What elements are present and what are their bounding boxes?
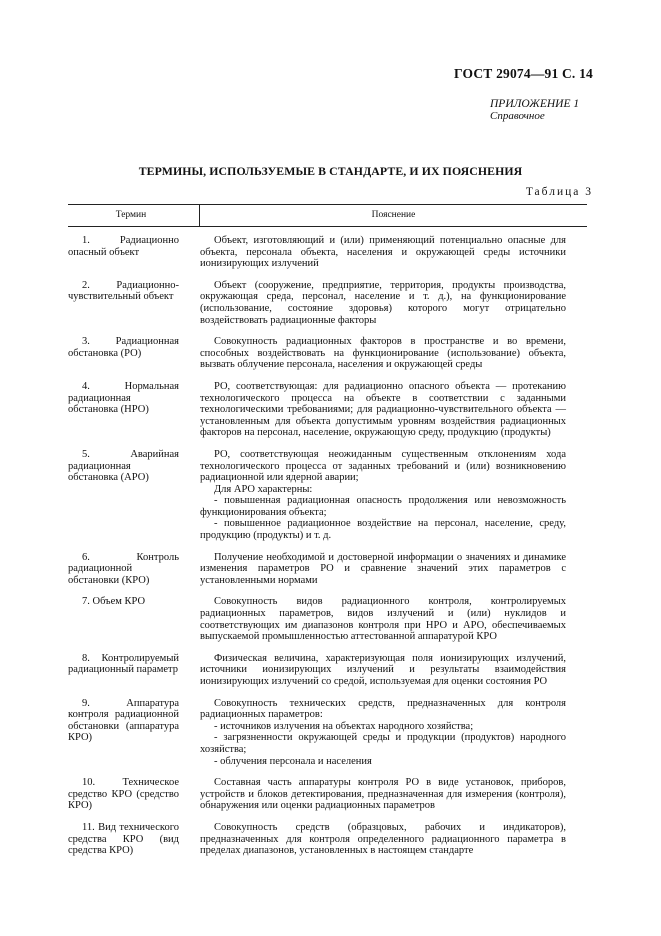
explanation-paragraph: РО, соответствующая: для радиационно опасного объекта — протеканию технологического процесса на объекте в соответствии с заданными технологическими требованиями; для радиационно-чувствительного объекта — установленным для объекта допустимым уровням воздействия радиационных факторов на персонал, население, окружающую среду, продукцию (продукты) bbox=[200, 380, 566, 439]
explanation-paragraph: - повышенное радиационное воздействие на персонал, население, среду, продукцию (продукты) и т. д. bbox=[200, 518, 566, 542]
explanation-paragraph: Совокупность технических средств, предназначенных для контроля радиационных параметров: bbox=[200, 697, 566, 721]
terms-table bbox=[68, 204, 587, 857]
table-row bbox=[68, 596, 587, 642]
term-text: 10. Техническое средство КРО (средство КРО) bbox=[68, 777, 179, 812]
explanation-paragraph: Объект (сооружение, предприятие, территория, продукты производства, окружающая среда, персонал, население и т. д.), на функционирование (использование, состояние здоровья) которого могут отрицательно воздействовать радиационные факторы bbox=[200, 279, 566, 326]
explanation-paragraph: Совокупность радиационных факторов в пространстве и во времени, способных воздействовать на функционирование (использование) объекта, вызвать облучение персонала, населения и окружающей среды bbox=[200, 336, 566, 371]
term-cell bbox=[68, 596, 179, 642]
document-code: ГОСТ 29074—91 С. 14 bbox=[454, 66, 593, 81]
explanation-cell bbox=[200, 235, 566, 270]
table-label: Таблица 3 bbox=[525, 186, 593, 198]
explanation-cell bbox=[200, 280, 566, 326]
explanation-paragraph: Физическая величина, характеризующая поля ионизирующих излучений, источники ионизирующих излучений и результаты взаимодействия ионизирующих излучений со средой, используемая для оценки состояния РО bbox=[200, 652, 566, 687]
term-cell bbox=[68, 698, 179, 768]
term-cell bbox=[68, 777, 179, 812]
term-cell bbox=[68, 449, 179, 542]
explanation-cell bbox=[200, 596, 566, 642]
table-row bbox=[68, 698, 587, 768]
column-header-explanation: Пояснение bbox=[371, 210, 416, 220]
table-header bbox=[68, 205, 587, 227]
explanation-paragraph: Составная часть аппаратуры контроля РО в виде установок, приборов, устройств и блоков детектирования, предназначенная для измерения (контроля), обнаружения или оценки радиационных параметров bbox=[200, 777, 566, 812]
explanation-paragraph: Для АРО характерны: bbox=[214, 483, 313, 495]
explanation-paragraph: Совокупность видов радиационного контроля, контролируемых радиационных параметров, видов излучений и (или) нуклидов и соответствующих им диапазонов контроля при НРО и АРО, обеспечиваемых выпускаемой промышленностью аттестованной аппаратурой КРО bbox=[200, 596, 566, 643]
term-text: 4. Нормальная радиационная обстановка (НРО) bbox=[68, 380, 179, 416]
term-text: 6. Контроль радиационной обстановки (КРО) bbox=[68, 551, 179, 586]
table-row bbox=[68, 822, 587, 857]
explanation-paragraph: Объект, изготовляющий и (или) применяющий потенциально опасные для объекта, персонала объекта, населения и окружающей среды источники ионизирующих излучений bbox=[200, 235, 566, 270]
term-cell bbox=[68, 381, 179, 439]
term-text: 2. Радиационно-чувствительный объект bbox=[68, 279, 179, 303]
explanation-paragraph: - облучения персонала и населения bbox=[214, 755, 372, 767]
term-text: 9. Аппаратура контроля радиационной обстановки (аппаратура КРО) bbox=[68, 697, 179, 744]
term-cell bbox=[68, 552, 179, 587]
explanation-cell bbox=[200, 822, 566, 857]
table-row bbox=[68, 449, 587, 542]
explanation-paragraph: - повышенная радиационная опасность продолжения или невозможность функционирования объекта; bbox=[200, 495, 566, 518]
appendix-title: ПРИЛОЖЕНИЕ 1 bbox=[490, 98, 580, 110]
section-title: ТЕРМИНЫ, ИСПОЛЬЗУЕМЫЕ В СТАНДАРТЕ, И ИХ ПОЯСНЕНИЯ bbox=[138, 164, 523, 178]
explanation-cell bbox=[200, 653, 566, 688]
term-cell bbox=[68, 280, 179, 326]
explanation-paragraph: - источников излучения на объектах народного хозяйства; bbox=[214, 720, 474, 732]
table-row bbox=[68, 336, 587, 371]
term-text: 5. Аварийная радиационная обстановка (АРО) bbox=[68, 448, 179, 484]
term-text: 11. Вид технического средства КРО (вид средства КРО) bbox=[68, 821, 179, 857]
term-cell bbox=[68, 822, 179, 857]
explanation-paragraph: Совокупность средств (образцовых, рабочих и индикаторов), предназначенных для контроля определенного радиационного параметра в пределах диапазонов, установленных в настоящем стандарте bbox=[200, 821, 566, 857]
column-header-term: Термин bbox=[115, 210, 147, 220]
explanation-cell bbox=[200, 336, 566, 371]
table-row bbox=[68, 653, 587, 688]
appendix-block bbox=[490, 98, 579, 122]
term-text: 7. Объем КРО bbox=[82, 596, 146, 608]
term-text: 1. Радиационно опасный объект bbox=[68, 235, 179, 258]
table-body bbox=[68, 235, 587, 857]
term-cell bbox=[68, 336, 179, 371]
table-row bbox=[68, 280, 587, 326]
term-cell bbox=[68, 653, 179, 688]
explanation-paragraph: - загрязненности окружающей среды и продукции (продуктов) народного хозяйства; bbox=[200, 732, 566, 755]
explanation-cell bbox=[200, 777, 566, 812]
explanation-paragraph: РО, соответствующая неожиданным существенным отклонениям хода технологического процесса от заданных требований и (или) возникновению радиационной или ядерной аварии; bbox=[200, 448, 566, 484]
explanation-paragraph: Получение необходимой и достоверной информации о значениях и динамике изменения параметров РО и сравнение значений этих параметров с установленными нормами bbox=[200, 551, 566, 586]
explanation-cell bbox=[200, 381, 566, 439]
explanation-cell bbox=[200, 449, 566, 542]
appendix-type: Справочное bbox=[490, 110, 545, 122]
table-row bbox=[68, 777, 587, 812]
term-text: 8. Контролируемый радиационный параметр bbox=[68, 652, 179, 676]
table-row bbox=[68, 381, 587, 439]
explanation-cell bbox=[200, 552, 566, 587]
explanation-cell bbox=[200, 698, 566, 768]
table-row bbox=[68, 552, 587, 587]
term-cell bbox=[68, 235, 179, 270]
table-row bbox=[68, 235, 587, 270]
term-text: 3. Радиационная обстановка (РО) bbox=[68, 336, 179, 359]
